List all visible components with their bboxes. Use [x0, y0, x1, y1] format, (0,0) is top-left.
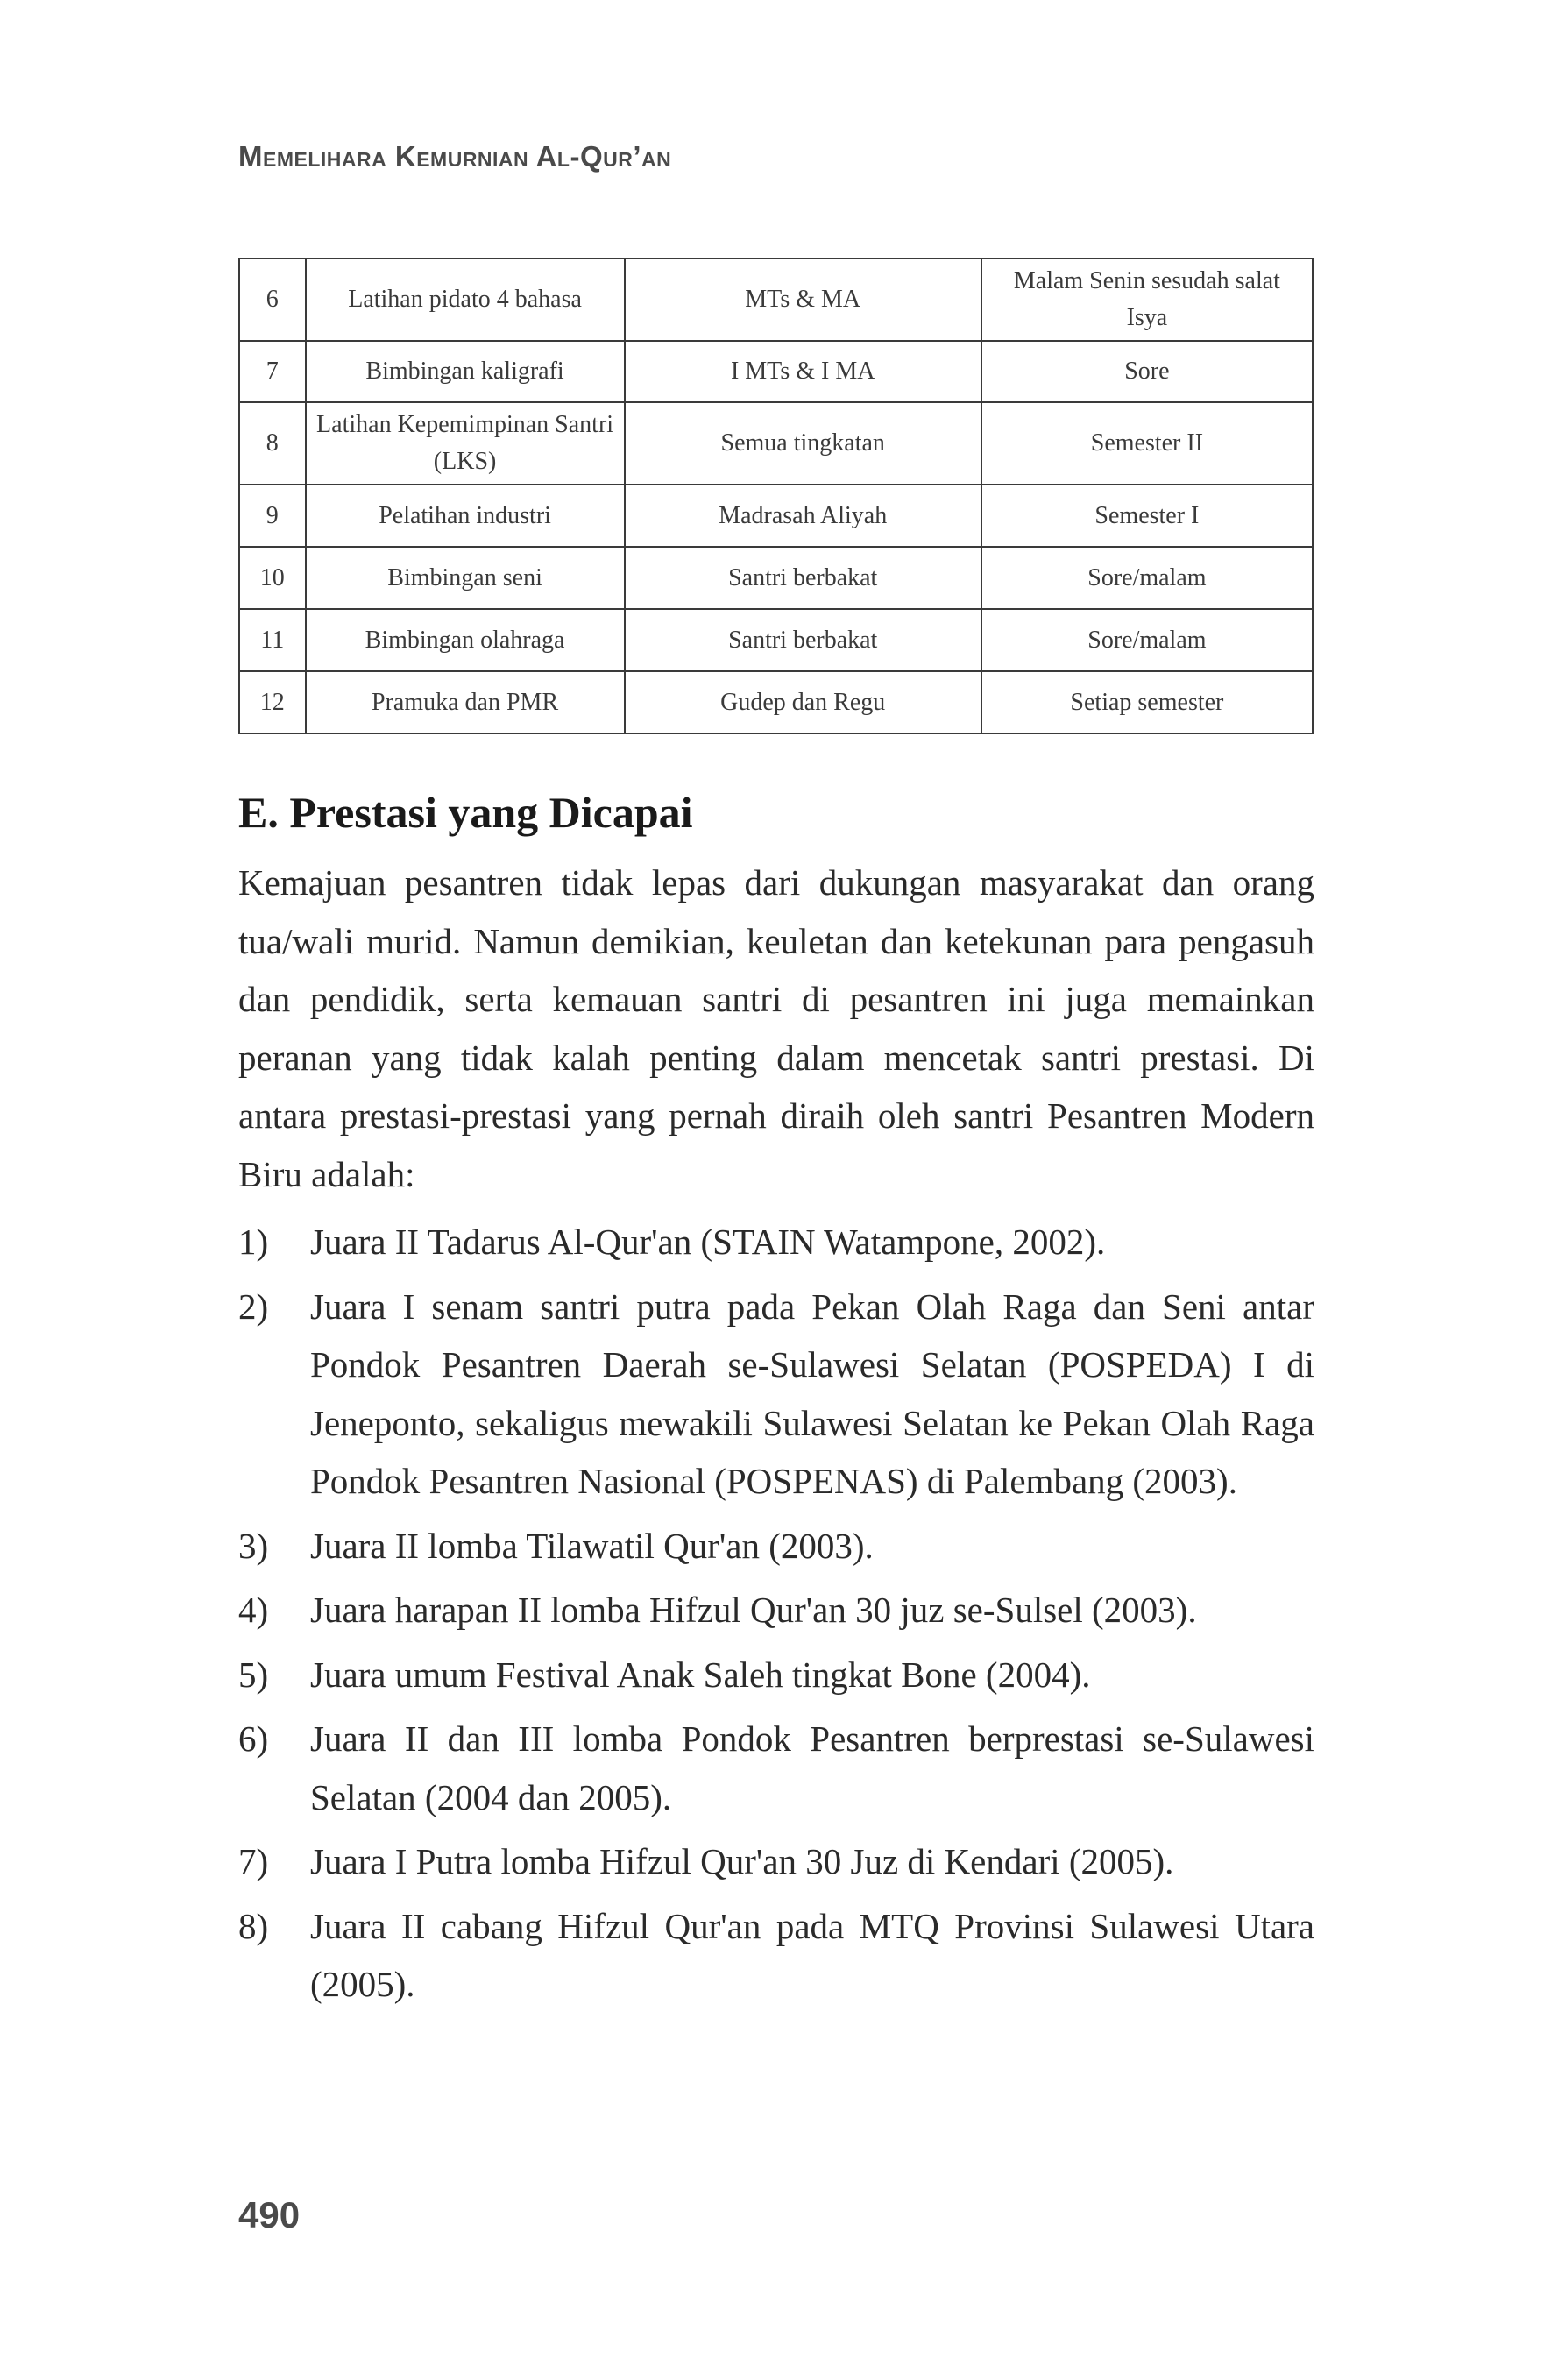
time-cell: Sore/malam [981, 609, 1313, 671]
item-text: Juara I Putra lomba Hifzul Qur'an 30 Juz di Kendari (2005). [310, 1841, 1174, 1881]
activity-cell: Latihan Kepemimpinan Santri (LKS) [306, 402, 625, 485]
activity-cell: Bimbingan seni [306, 547, 625, 609]
item-text: Juara II dan III lomba Pondok Pesantren berprestasi se-Sulawesi Selatan (2004 dan 2005). [310, 1718, 1314, 1817]
row-number: 12 [239, 671, 306, 733]
activity-schedule-table [238, 258, 1314, 734]
list-item [238, 1581, 1314, 1640]
level-cell: Semua tingkatan [625, 402, 981, 485]
level-cell: Madrasah Aliyah [625, 485, 981, 547]
activity-cell: Bimbingan olahraga [306, 609, 625, 671]
item-number: 3) [238, 1525, 269, 1566]
item-number: 2) [238, 1286, 269, 1327]
list-item [238, 1517, 1314, 1576]
activity-cell: Bimbingan kaligrafi [306, 341, 625, 402]
time-cell: Sore [981, 341, 1313, 402]
item-number: 5) [238, 1654, 269, 1695]
list-item [238, 1278, 1314, 1511]
item-text: Juara II cabang Hifzul Qur'an pada MTQ Provinsi Sulawesi Utara (2005). [310, 1905, 1314, 2004]
row-number: 8 [239, 402, 306, 485]
activity-cell: Pelatihan industri [306, 485, 625, 547]
list-item [238, 1710, 1314, 1826]
table-row [239, 485, 1313, 547]
item-number: 4) [238, 1590, 269, 1630]
table-row [239, 609, 1313, 671]
table-row [239, 259, 1313, 341]
level-cell: Santri berbakat [625, 547, 981, 609]
item-text: Juara II Tadarus Al-Qur'an (STAIN Watampone, 2002). [310, 1222, 1106, 1262]
row-number: 6 [239, 259, 306, 341]
table-row [239, 402, 1313, 485]
table-row [239, 671, 1313, 733]
level-cell: Santri berbakat [625, 609, 981, 671]
item-number: 6) [238, 1718, 269, 1759]
item-number: 8) [238, 1905, 269, 1946]
table-row [239, 547, 1313, 609]
activity-cell: Pramuka dan PMR [306, 671, 625, 733]
list-item [238, 1213, 1314, 1271]
time-cell: Sore/malam [981, 547, 1313, 609]
achievements-list [238, 1213, 1314, 2020]
row-number: 10 [239, 547, 306, 609]
running-head: Memelihara Kemurnian Al-Qur’an [238, 140, 672, 173]
row-number: 7 [239, 341, 306, 402]
page-number: 490 [238, 2194, 301, 2235]
list-item [238, 1832, 1314, 1891]
item-text: Juara umum Festival Anak Saleh tingkat Bone (2004). [310, 1654, 1091, 1695]
item-text: Juara II lomba Tilawatil Qur'an (2003). [310, 1525, 874, 1566]
item-number: 1) [238, 1222, 269, 1262]
activity-cell: Latihan pidato 4 bahasa [306, 259, 625, 341]
row-number: 9 [239, 485, 306, 547]
list-item [238, 1646, 1314, 1704]
time-cell: Semester I [981, 485, 1313, 547]
section-title: E. Prestasi yang Dicapai [238, 788, 693, 837]
level-cell: I MTs & I MA [625, 341, 981, 402]
time-cell: Semester II [981, 402, 1313, 485]
level-cell: MTs & MA [625, 259, 981, 341]
table-row [239, 341, 1313, 402]
level-cell: Gudep dan Regu [625, 671, 981, 733]
item-number: 7) [238, 1841, 269, 1881]
item-text: Juara harapan II lomba Hifzul Qur'an 30 juz se-Sulsel (2003). [310, 1590, 1197, 1630]
item-text: Juara I senam santri putra pada Pekan Olah Raga dan Seni antar Pondok Pesantren Daerah se-Sulawesi Selatan (POSPEDA) I di Jeneponto, sekaligus mewakili Sulawesi Selatan ke Pekan Olah Raga Pondok Pesantren Nasional (POSPENAS) di Palembang (2003). [310, 1286, 1314, 1501]
time-cell: Setiap semester [981, 671, 1313, 733]
time-cell: Malam Senin sesudah salat Isya [981, 259, 1313, 341]
row-number: 11 [239, 609, 306, 671]
section-paragraph: Kemajuan pesantren tidak lepas dari dukungan masyarakat dan orang tua/wali murid. Namun demikian, keuletan dan ketekunan para pengasuh dan pendidik, serta kemauan santri di pesantren ini juga memainkan peranan yang tidak kalah penting dalam mencetak santri prestasi. Di antara prestasi-prestasi yang pernah diraih oleh santri Pesantren Modern Biru adalah: [238, 862, 1314, 1194]
list-item [238, 1897, 1314, 2014]
